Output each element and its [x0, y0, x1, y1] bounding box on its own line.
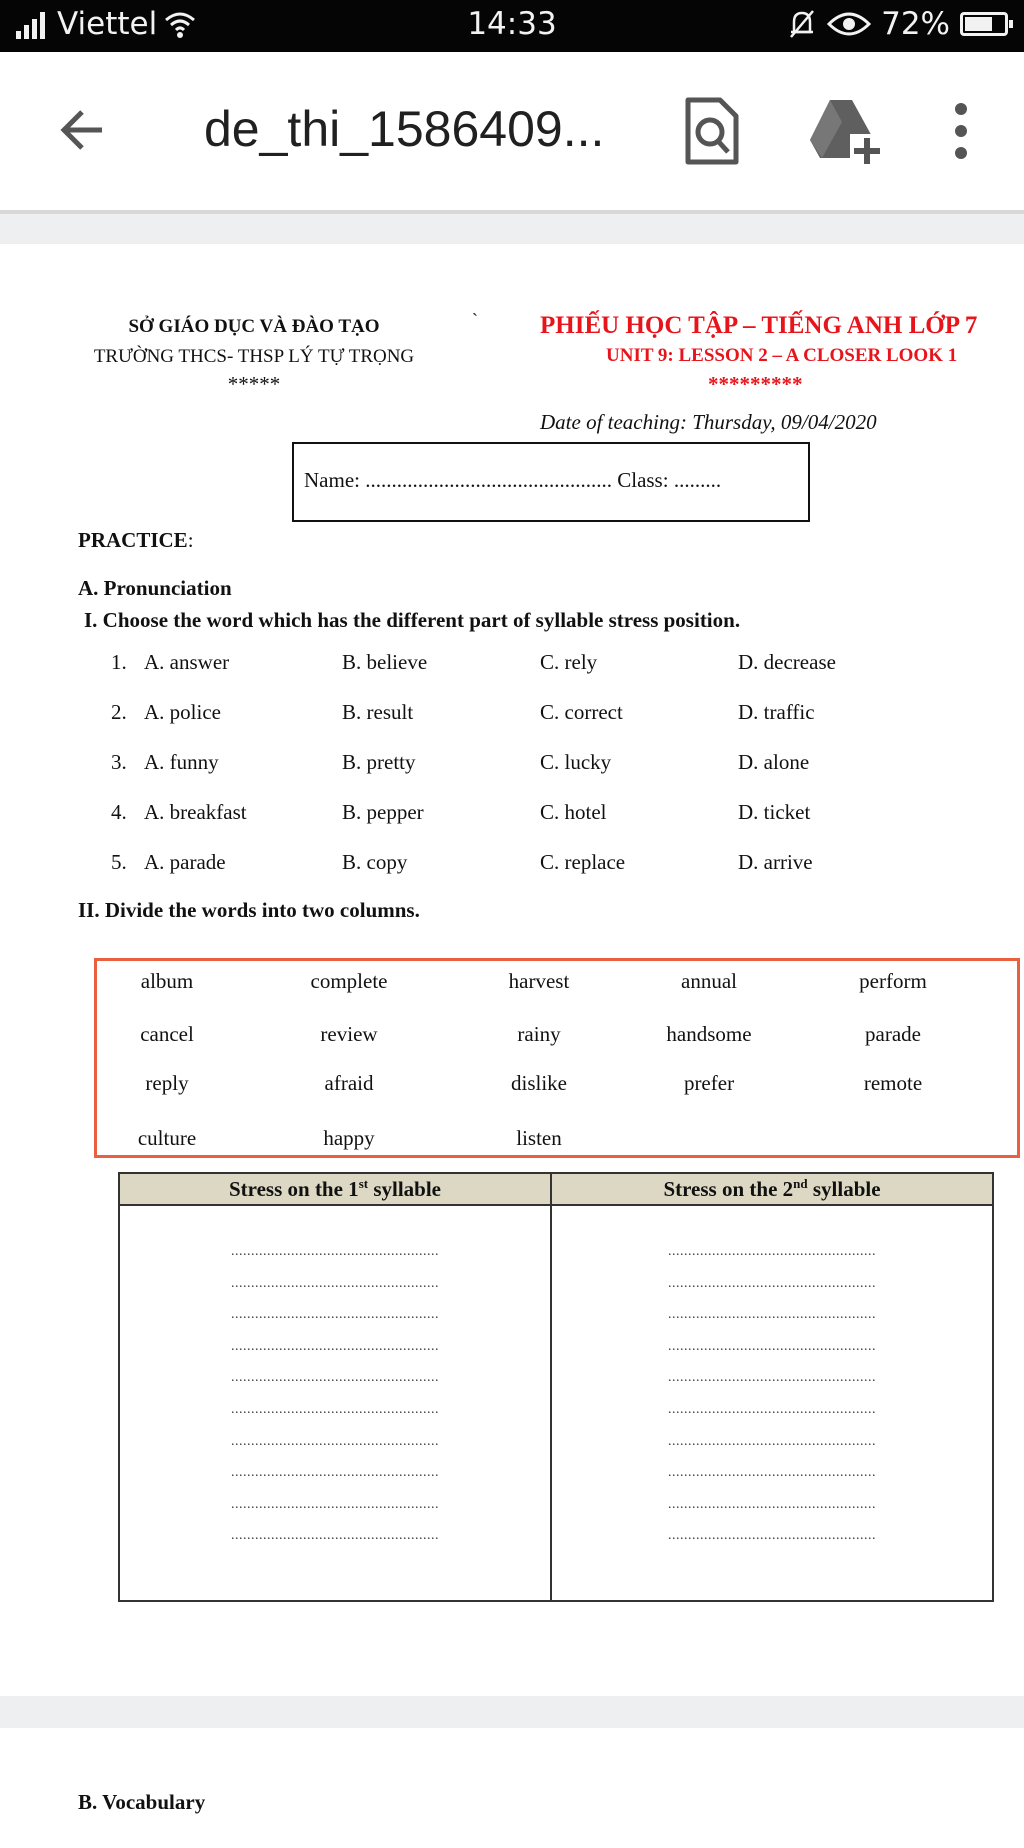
word-item: handsome — [666, 1022, 752, 1046]
practice-colon: : — [187, 528, 194, 552]
answer-blank-line: .................................................... — [668, 1307, 876, 1323]
document-page-2 — [0, 1728, 1024, 1848]
answer-blank-line: .................................................... — [668, 1338, 876, 1354]
answer-option: C. hotel — [540, 800, 607, 824]
word-box — [94, 958, 1020, 1158]
col1-pre: Stress on the 1 — [228, 1177, 359, 1201]
answer-option: D. decrease — [738, 650, 836, 674]
col2-post: syllable — [807, 1177, 881, 1201]
question-number: 2. — [111, 700, 127, 724]
column-2-blanks — [551, 1205, 993, 1601]
word-item: parade — [865, 1022, 921, 1046]
part-1-instruction: I. Choose the word which has the different part of syllable stress position. — [84, 608, 741, 632]
word-item: happy — [323, 1126, 375, 1150]
answer-blank-line: .................................................... — [668, 1528, 876, 1544]
answer-option: A. answer — [144, 650, 230, 674]
name-box — [292, 442, 810, 522]
answer-option: A. funny — [144, 750, 219, 774]
answer-blank-line: .................................................... — [231, 1275, 439, 1291]
answer-option: D. alone — [738, 750, 810, 774]
column-1-blanks — [119, 1205, 551, 1601]
question-number: 5. — [111, 850, 127, 874]
answer-blank-line: .................................................... — [231, 1307, 439, 1323]
answer-option: B. result — [342, 700, 414, 724]
worksheet-title: PHIẾU HỌC TẬP – TIẾNG ANH LỚP 7 — [540, 312, 978, 339]
carrier-name: Viettel — [57, 6, 158, 42]
practice-heading — [78, 528, 194, 553]
answer-option: A. breakfast — [144, 800, 247, 824]
section-b-heading: B. Vocabulary — [78, 1790, 206, 1814]
word-item: culture — [137, 1126, 197, 1150]
battery-icon — [960, 12, 1008, 36]
answer-option: C. replace — [540, 850, 626, 874]
word-item: review — [320, 1022, 378, 1046]
app-bar — [0, 52, 1024, 214]
word-item: reply — [145, 1071, 189, 1095]
answer-blank-line: .................................................... — [231, 1244, 439, 1259]
battery-percent: 72% — [881, 6, 950, 42]
eye-icon — [827, 10, 871, 38]
document-page-1 — [0, 244, 1024, 1696]
answer-blank-line: .................................................... — [231, 1401, 439, 1417]
tick-mark: ` — [472, 310, 478, 330]
answer-option: D. ticket — [738, 800, 811, 824]
clock: 14:33 — [467, 6, 557, 42]
answer-option: B. pretty — [342, 750, 416, 774]
answer-blank-line: .................................................... — [668, 1275, 876, 1291]
answer-option: B. pepper — [342, 800, 424, 824]
answer-blank-line: .................................................... — [231, 1496, 439, 1512]
answer-blank-line: .................................................... — [668, 1433, 876, 1449]
practice-label: PRACTICE — [78, 528, 188, 552]
question-number: 4. — [111, 800, 127, 824]
word-item: prefer — [683, 1071, 735, 1095]
answer-option: A. police — [144, 700, 221, 724]
worksheet-subtitle: UNIT 9: LESSON 2 – A CLOSER LOOK 1 — [606, 345, 958, 366]
answer-blank-line: .................................................... — [668, 1370, 876, 1386]
answer-option: C. rely — [540, 650, 598, 674]
more-vert-icon[interactable] — [946, 96, 976, 166]
department-name: SỞ GIÁO DỤC VÀ ĐÀO TẠO — [128, 316, 380, 337]
col2-sup: nd — [793, 1176, 808, 1191]
answer-blank-line: .................................................... — [231, 1370, 439, 1386]
word-item: harvest — [508, 969, 570, 993]
answer-blank-line: .................................................... — [668, 1496, 876, 1512]
answer-blank-line: .................................................... — [668, 1465, 876, 1481]
answer-blank-line: .................................................... — [231, 1338, 439, 1354]
answer-blank-line: .................................................... — [668, 1244, 876, 1259]
word-item: annual — [681, 969, 737, 993]
answer-blank-line: .................................................... — [231, 1528, 439, 1544]
column-2-header — [551, 1173, 993, 1205]
stress-table — [118, 1172, 994, 1602]
answer-option: D. arrive — [738, 850, 813, 874]
answer-blank-line: .................................................... — [231, 1433, 439, 1449]
word-item: afraid — [324, 1071, 374, 1095]
question-number: 3. — [111, 750, 127, 774]
part-2-instruction: II. Divide the words into two columns. — [78, 898, 420, 922]
name-class-line: Name: ............................................... Class: ......... — [304, 468, 722, 492]
answer-blank-line: .................................................... — [668, 1401, 876, 1417]
status-bar — [0, 0, 1024, 52]
col1-sup: st — [358, 1176, 369, 1191]
school-name: TRƯỜNG THCS- THSP LÝ TỰ TRỌNG — [93, 346, 415, 367]
word-item: dislike — [511, 1071, 567, 1095]
word-item: complete — [310, 969, 388, 993]
word-item: rainy — [517, 1022, 561, 1046]
word-item: album — [140, 969, 194, 993]
word-item: listen — [516, 1126, 562, 1150]
answer-blank-line: .................................................... — [231, 1465, 439, 1481]
word-item: perform — [859, 969, 927, 993]
word-item: cancel — [140, 1022, 194, 1046]
col1-post: syllable — [368, 1177, 442, 1201]
document-title: de_thi_1586409... — [204, 101, 605, 157]
stars-left: ***** — [227, 372, 281, 396]
arrow-left-icon[interactable] — [52, 102, 108, 158]
answer-option: B. copy — [342, 850, 408, 874]
answer-option: A. parade — [144, 850, 226, 874]
drive-add-icon[interactable] — [808, 96, 884, 166]
teaching-date: Date of teaching: Thursday, 09/04/2020 — [540, 410, 877, 434]
answer-option: B. believe — [342, 650, 428, 674]
question-number: 1. — [111, 650, 127, 674]
answer-option: C. correct — [540, 700, 623, 724]
column-1-header — [119, 1173, 551, 1205]
mute-bell-icon — [787, 8, 817, 40]
answer-option: C. lucky — [540, 750, 612, 774]
col2-pre: Stress on the 2 — [663, 1177, 794, 1201]
word-item: remote — [863, 1071, 923, 1095]
section-a-heading: A. Pronunciation — [78, 576, 232, 600]
stars-right: ********* — [708, 372, 803, 396]
answer-option: D. traffic — [738, 700, 815, 724]
document-search-icon[interactable] — [680, 96, 744, 166]
